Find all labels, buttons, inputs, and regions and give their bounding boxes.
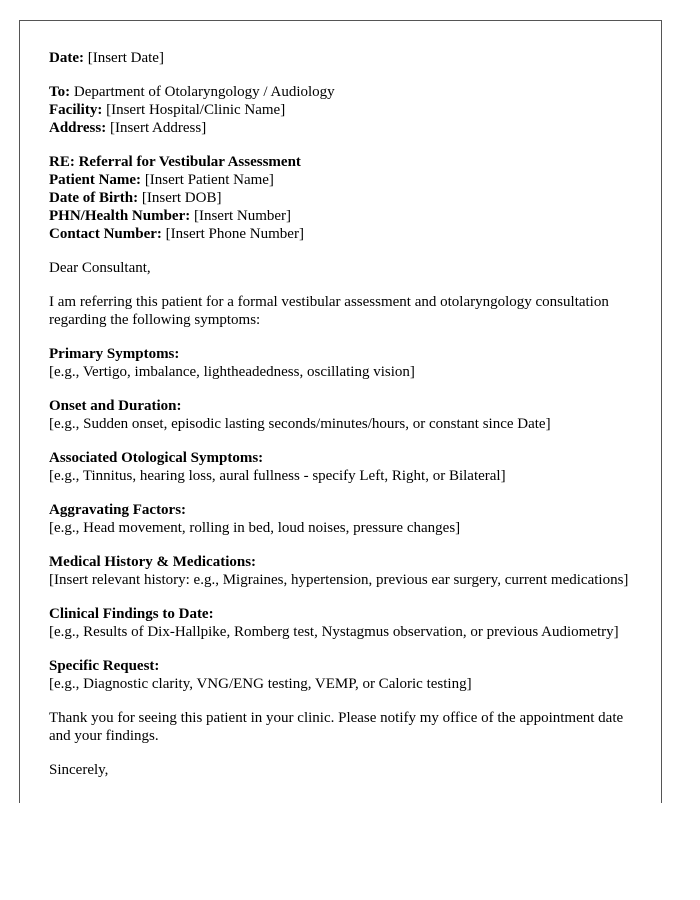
patient-name-label: Patient Name: [49,172,142,188]
patient-block [49,153,639,243]
date-block [49,49,639,67]
section-heading: Primary Symptoms: [49,346,180,362]
address-line [49,119,639,137]
phn-label: PHN/Health Number: [49,208,191,224]
re-heading: RE: Referral for Vestibular Assessment [49,154,301,170]
dob-label: Date of Birth: [49,190,139,206]
section-text: [Insert relevant history: e.g., Migraines, hypertension, previous ear surgery, current medications] [49,572,629,588]
document-page [19,20,662,803]
to-line [49,83,639,101]
section-text: [e.g., Diagnostic clarity, VNG/ENG testing, VEMP, or Caloric testing] [49,676,472,692]
section-heading: Onset and Duration: [49,398,182,414]
section-text: [e.g., Head movement, rolling in bed, loud noises, pressure changes] [49,520,461,536]
section-specific-request [49,657,639,693]
section-onset-duration [49,397,639,433]
section-heading: Aggravating Factors: [49,502,187,518]
phn-line [49,207,639,225]
dob-line [49,189,639,207]
contact-line [49,225,639,243]
letter-content [49,49,639,795]
section-text: [e.g., Sudden onset, episodic lasting seconds/minutes/hours, or constant since Date] [49,416,551,432]
section-heading: Clinical Findings to Date: [49,606,214,622]
section-otological-symptoms [49,449,639,485]
salutation: Dear Consultant, [49,260,151,276]
intro-paragraph: I am referring this patient for a formal vestibular assessment and otolaryngology consultation regarding the following symptoms: [49,294,609,328]
section-aggravating-factors [49,501,639,537]
facility-label: Facility: [49,102,103,118]
section-primary-symptoms [49,345,639,381]
section-heading: Medical History & Medications: [49,554,257,570]
section-clinical-findings [49,605,639,641]
dob-value: [Insert DOB] [141,190,222,206]
contact-label: Contact Number: [49,226,162,242]
section-heading: Associated Otological Symptoms: [49,450,264,466]
address-label: Address: [49,120,107,136]
address-value: [Insert Address] [109,120,207,136]
facility-value: [Insert Hospital/Clinic Name] [106,102,286,118]
to-value: Department of Otolaryngology / Audiology [73,84,335,100]
date-value: [Insert Date] [87,50,164,66]
to-label: To: [49,84,71,100]
signoff: Sincerely, [49,762,109,778]
date-line [49,49,639,67]
section-text: [e.g., Vertigo, imbalance, lightheadedness, oscillating vision] [49,364,415,380]
contact-value: [Insert Phone Number] [165,226,304,242]
phn-value: [Insert Number] [193,208,292,224]
facility-line [49,101,639,119]
patient-name-line [49,171,639,189]
section-medical-history [49,553,639,589]
patient-name-value: [Insert Patient Name] [144,172,274,188]
section-text: [e.g., Results of Dix-Hallpike, Romberg test, Nystagmus observation, or previous Audiometry] [49,624,619,640]
re-line [49,153,639,171]
closing-paragraph: Thank you for seeing this patient in your clinic. Please notify my office of the appointment date and your findings. [49,710,624,744]
recipient-block [49,83,639,137]
section-text: [e.g., Tinnitus, hearing loss, aural fullness - specify Left, Right, or Bilateral] [49,468,506,484]
date-label: Date: [49,50,84,66]
section-heading: Specific Request: [49,658,160,674]
